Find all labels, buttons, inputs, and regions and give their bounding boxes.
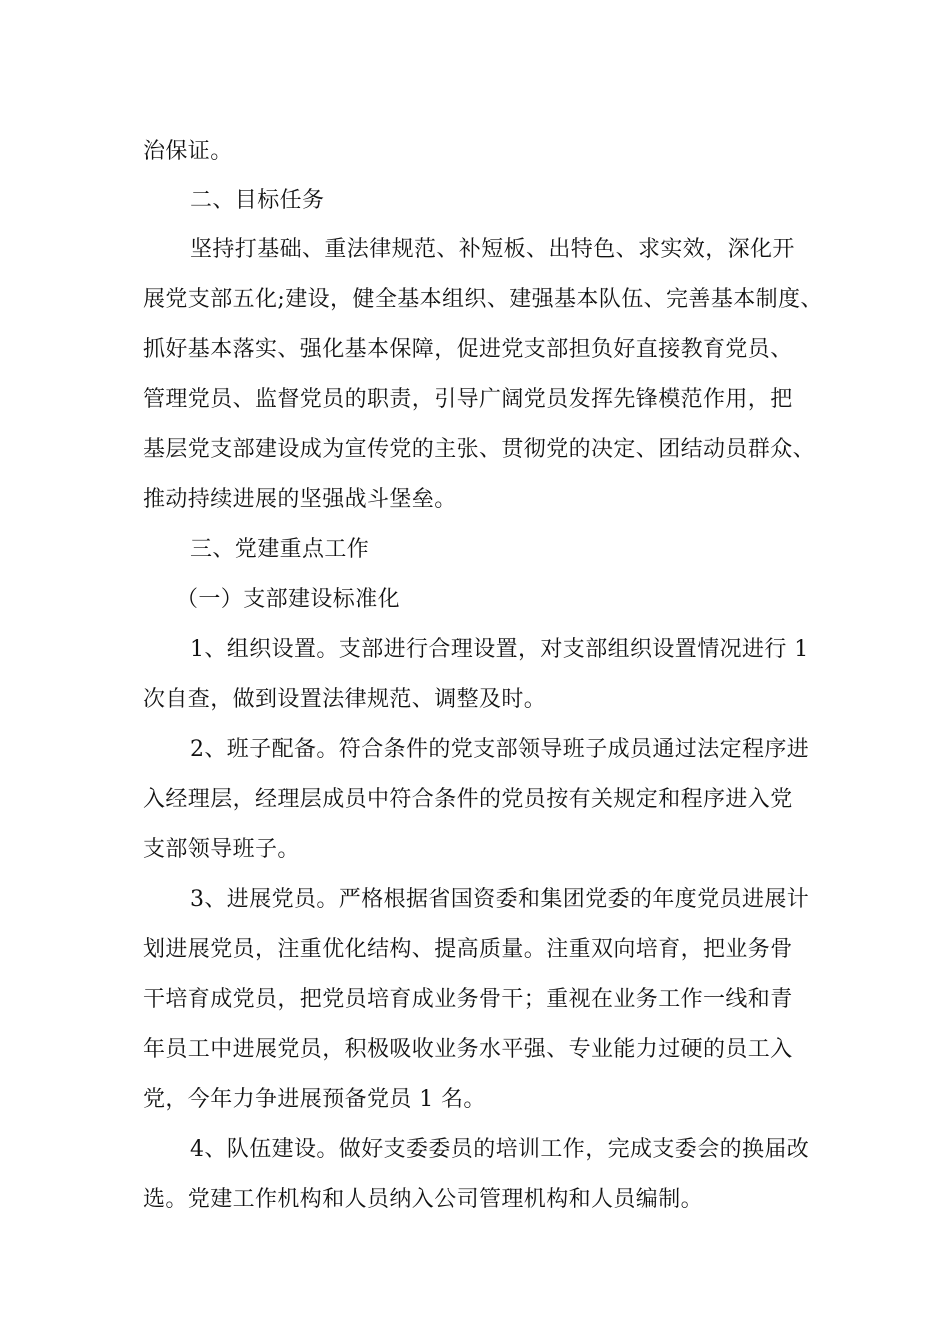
paragraph-line: 2、班子配备。符合条件的党支部领导班子成员通过法定程序进 — [190, 737, 810, 762]
paragraph-line: 基层党支部建设成为宣传党的主张、贯彻党的决定、团结动员群众、 — [143, 437, 816, 462]
section-heading-targets: 二、目标任务 — [190, 188, 325, 213]
paragraph-line: 治保证。 — [143, 139, 233, 164]
paragraph-line: 1、组织设置。支部进行合理设置，对支部组织设置情况进行 1 — [190, 637, 809, 662]
paragraph-line: 次自查，做到设置法律规范、调整及时。 — [143, 687, 547, 712]
paragraph-line: 选。党建工作机构和人员纳入公司管理机构和人员编制。 — [143, 1187, 704, 1212]
section-heading-key-work: 三、党建重点工作 — [190, 537, 370, 562]
subsection-heading: （一）支部建设标准化 — [176, 587, 401, 612]
paragraph-line: 坚持打基础、重法律规范、补短板、出特色、求实效，深化开 — [190, 237, 795, 262]
paragraph-line: 展党支部五化;建设，健全基本组织、建强基本队伍、完善基本制度、 — [143, 287, 823, 312]
paragraph-line: 划进展党员，注重优化结构、提高质量。注重双向培育，把业务骨 — [143, 937, 793, 962]
paragraph-line: 干培育成党员，把党员培育成业务骨干；重视在业务工作一线和青 — [143, 987, 793, 1012]
paragraph-line: 年员工中进展党员，积极吸收业务水平强、专业能力过硬的员工入 — [143, 1037, 793, 1062]
paragraph-line: 推动持续进展的坚强战斗堡垒。 — [143, 487, 457, 512]
paragraph-line: 支部领导班子。 — [143, 837, 300, 862]
paragraph-line: 4、队伍建设。做好支委委员的培训工作，完成支委会的换届改 — [190, 1137, 810, 1162]
paragraph-line: 3、进展党员。严格根据省国资委和集团党委的年度党员进展计 — [190, 887, 810, 912]
paragraph-line: 党，今年力争进展预备党员 1 名。 — [143, 1087, 486, 1112]
paragraph-line: 抓好基本落实、强化基本保障，促进党支部担负好直接教育党员、 — [143, 337, 793, 362]
paragraph-line: 管理党员、监督党员的职责，引导广阔党员发挥先锋模范作用，把 — [143, 387, 793, 412]
paragraph-line: 入经理层，经理层成员中符合条件的党员按有关规定和程序进入党 — [143, 787, 793, 812]
